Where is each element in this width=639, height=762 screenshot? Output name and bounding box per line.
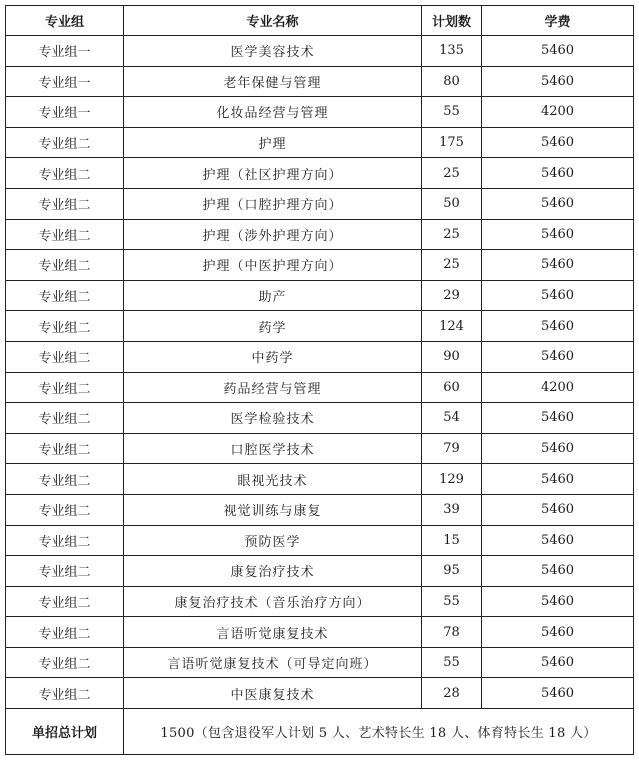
cell-group: 专业组二 [6, 280, 124, 311]
cell-fee: 5460 [482, 311, 634, 342]
cell-plan: 124 [422, 311, 482, 342]
cell-fee: 5460 [482, 586, 634, 617]
cell-fee: 5460 [482, 158, 634, 189]
cell-group: 专业组二 [6, 433, 124, 464]
cell-group: 专业组二 [6, 311, 124, 342]
cell-plan: 55 [422, 647, 482, 678]
cell-plan: 50 [422, 188, 482, 219]
table-row [6, 464, 634, 495]
cell-major: 康复治疗技术 [124, 556, 422, 587]
table-row [6, 433, 634, 464]
cell-group: 专业组二 [6, 647, 124, 678]
cell-group: 专业组一 [6, 36, 124, 67]
cell-group: 专业组二 [6, 188, 124, 219]
cell-major: 中医康复技术 [124, 678, 422, 709]
header-fee: 学费 [482, 6, 634, 36]
header-major: 专业名称 [124, 6, 422, 36]
cell-fee: 5460 [482, 250, 634, 281]
cell-plan: 90 [422, 341, 482, 372]
table-row [6, 250, 634, 281]
cell-major: 助产 [124, 280, 422, 311]
cell-major: 护理 [124, 127, 422, 158]
cell-major: 眼视光技术 [124, 464, 422, 495]
cell-plan: 28 [422, 678, 482, 709]
cell-plan: 15 [422, 525, 482, 556]
enrollment-plan-table [5, 5, 634, 755]
footer-total-plan: 1500（包含退役军人计划 5 人、艺术特长生 18 人、体育特长生 18 人） [124, 709, 634, 755]
cell-group: 专业组二 [6, 403, 124, 434]
cell-group: 专业组二 [6, 494, 124, 525]
table-row [6, 494, 634, 525]
table-row [6, 647, 634, 678]
cell-plan: 29 [422, 280, 482, 311]
cell-group: 专业组二 [6, 219, 124, 250]
cell-fee: 5460 [482, 219, 634, 250]
cell-group: 专业组二 [6, 556, 124, 587]
cell-fee: 5460 [482, 403, 634, 434]
cell-group: 专业组二 [6, 250, 124, 281]
cell-fee: 5460 [482, 341, 634, 372]
cell-fee: 5460 [482, 280, 634, 311]
cell-group: 专业组二 [6, 678, 124, 709]
cell-group: 专业组二 [6, 127, 124, 158]
cell-group: 专业组二 [6, 586, 124, 617]
cell-fee: 5460 [482, 617, 634, 648]
cell-plan: 129 [422, 464, 482, 495]
table-row [6, 311, 634, 342]
cell-fee: 5460 [482, 494, 634, 525]
table-row [6, 127, 634, 158]
cell-group: 专业组一 [6, 97, 124, 128]
cell-fee: 5460 [482, 525, 634, 556]
cell-fee: 5460 [482, 127, 634, 158]
table-row [6, 36, 634, 67]
table-row [6, 586, 634, 617]
table-row [6, 219, 634, 250]
cell-major: 言语听觉康复技术（可导定向班） [124, 647, 422, 678]
cell-major: 化妆品经营与管理 [124, 97, 422, 128]
cell-group: 专业组二 [6, 341, 124, 372]
header-plan: 计划数 [422, 6, 482, 36]
cell-fee: 5460 [482, 36, 634, 67]
cell-fee: 5460 [482, 433, 634, 464]
cell-plan: 54 [422, 403, 482, 434]
cell-group: 专业组一 [6, 66, 124, 97]
enrollment-plan-document [5, 5, 634, 755]
cell-major: 护理（中医护理方向） [124, 250, 422, 281]
cell-plan: 25 [422, 158, 482, 189]
cell-major: 视觉训练与康复 [124, 494, 422, 525]
cell-plan: 55 [422, 97, 482, 128]
table-body [6, 36, 634, 709]
table-row [6, 341, 634, 372]
cell-fee: 5460 [482, 556, 634, 587]
cell-major: 预防医学 [124, 525, 422, 556]
cell-plan: 80 [422, 66, 482, 97]
footer-label: 单招总计划 [6, 709, 124, 755]
table-row [6, 66, 634, 97]
cell-major: 医学美容技术 [124, 36, 422, 67]
cell-major: 药学 [124, 311, 422, 342]
cell-major: 言语听觉康复技术 [124, 617, 422, 648]
cell-fee: 5460 [482, 188, 634, 219]
cell-plan: 55 [422, 586, 482, 617]
table-row [6, 678, 634, 709]
cell-plan: 175 [422, 127, 482, 158]
cell-fee: 5460 [482, 647, 634, 678]
cell-group: 专业组二 [6, 158, 124, 189]
table-row [6, 617, 634, 648]
cell-group: 专业组二 [6, 525, 124, 556]
cell-major: 护理（涉外护理方向） [124, 219, 422, 250]
table-row [6, 280, 634, 311]
cell-fee: 5460 [482, 66, 634, 97]
cell-plan: 79 [422, 433, 482, 464]
table-footer-row [6, 709, 634, 755]
cell-major: 口腔医学技术 [124, 433, 422, 464]
cell-major: 中药学 [124, 341, 422, 372]
cell-group: 专业组二 [6, 464, 124, 495]
cell-group: 专业组二 [6, 372, 124, 403]
cell-major: 老年保健与管理 [124, 66, 422, 97]
cell-group: 专业组二 [6, 617, 124, 648]
cell-major: 医学检验技术 [124, 403, 422, 434]
cell-major: 护理（口腔护理方向） [124, 188, 422, 219]
cell-plan: 25 [422, 250, 482, 281]
cell-plan: 95 [422, 556, 482, 587]
table-row [6, 188, 634, 219]
cell-fee: 5460 [482, 464, 634, 495]
cell-fee: 4200 [482, 97, 634, 128]
table-row [6, 372, 634, 403]
cell-plan: 39 [422, 494, 482, 525]
cell-plan: 78 [422, 617, 482, 648]
table-row [6, 556, 634, 587]
cell-major: 药品经营与管理 [124, 372, 422, 403]
cell-plan: 25 [422, 219, 482, 250]
header-group: 专业组 [6, 6, 124, 36]
cell-plan: 60 [422, 372, 482, 403]
table-row [6, 525, 634, 556]
table-row [6, 403, 634, 434]
cell-major: 护理（社区护理方向） [124, 158, 422, 189]
table-header-row [6, 6, 634, 36]
cell-fee: 5460 [482, 678, 634, 709]
cell-fee: 4200 [482, 372, 634, 403]
cell-plan: 135 [422, 36, 482, 67]
cell-major: 康复治疗技术（音乐治疗方向） [124, 586, 422, 617]
table-row [6, 97, 634, 128]
table-row [6, 158, 634, 189]
